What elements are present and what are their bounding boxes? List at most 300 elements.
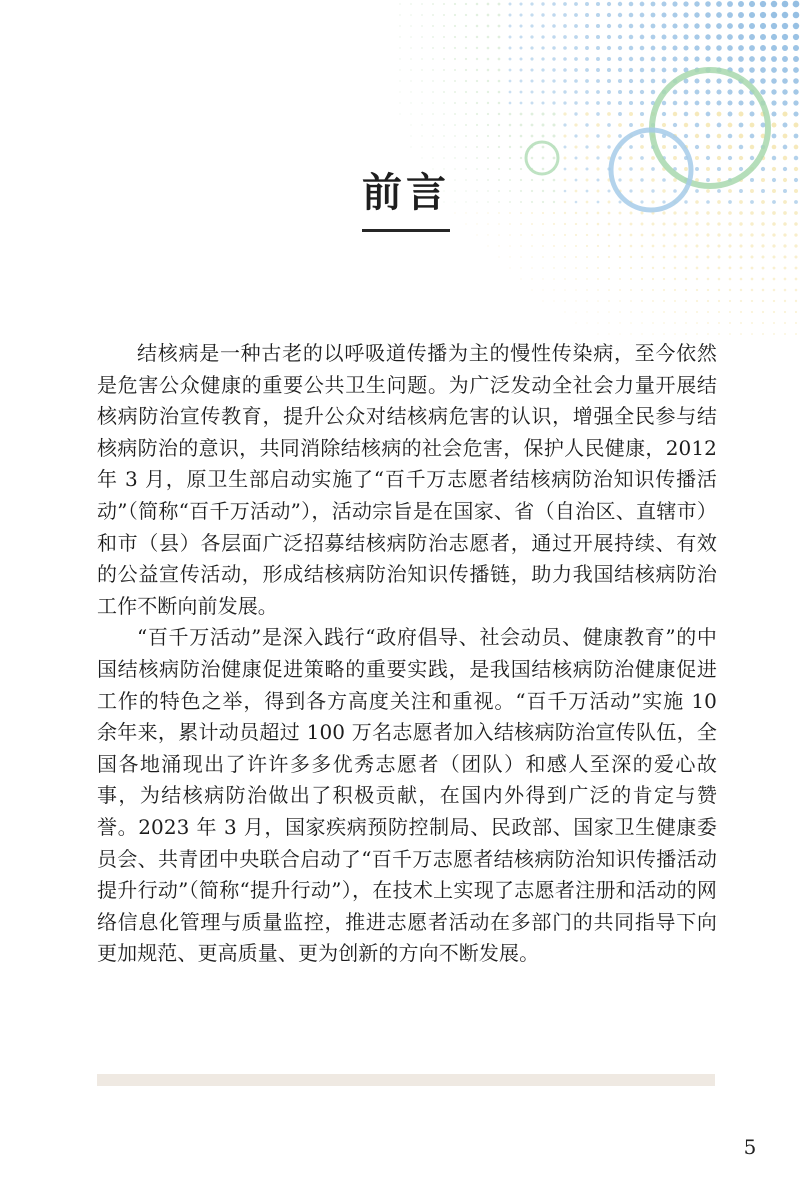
halftone-dot	[541, 13, 544, 16]
halftone-dot	[531, 289, 532, 290]
halftone-dot	[782, 89, 787, 94]
halftone-dot	[575, 212, 577, 214]
halftone-dot	[564, 256, 566, 258]
halftone-dot	[498, 80, 501, 83]
halftone-dot	[740, 256, 743, 259]
halftone-dot	[509, 256, 510, 257]
halftone-dot	[509, 58, 512, 61]
halftone-dot	[630, 311, 632, 313]
halftone-dot	[443, 14, 445, 16]
halftone-dot	[596, 57, 600, 61]
halftone-dot	[509, 157, 511, 159]
halftone-dot	[728, 189, 732, 193]
halftone-dot	[751, 267, 754, 270]
halftone-dot	[564, 278, 566, 280]
halftone-dot	[476, 157, 478, 159]
halftone-dot	[630, 256, 632, 258]
halftone-dot	[773, 278, 776, 281]
halftone-dot	[640, 134, 644, 138]
halftone-dot	[749, 23, 755, 29]
halftone-dot	[608, 300, 610, 302]
halftone-dot	[476, 91, 478, 93]
halftone-dot	[718, 289, 720, 291]
halftone-dot	[618, 112, 622, 116]
halftone-dot	[443, 91, 445, 93]
halftone-dot	[443, 58, 445, 60]
halftone-dot	[487, 124, 489, 126]
halftone-dot	[728, 167, 732, 171]
halftone-dot	[509, 168, 511, 170]
halftone-dot	[596, 90, 600, 94]
halftone-dot	[662, 200, 665, 203]
halftone-dot	[608, 212, 611, 215]
halftone-dot	[607, 101, 611, 105]
halftone-dot	[619, 333, 620, 334]
halftone-dot	[717, 101, 722, 106]
halftone-dot	[520, 245, 522, 247]
halftone-dot	[684, 211, 687, 214]
halftone-dot	[542, 124, 545, 127]
halftone-dot	[498, 3, 501, 6]
halftone-dot	[640, 123, 644, 127]
halftone-dot	[727, 34, 733, 40]
halftone-dot	[509, 245, 511, 247]
halftone-dot	[738, 67, 744, 73]
halftone-dot	[706, 134, 710, 138]
halftone-dot	[574, 68, 578, 72]
halftone-dot	[727, 56, 733, 62]
halftone-dot	[487, 102, 489, 104]
halftone-dot	[607, 189, 610, 192]
halftone-dot	[542, 245, 544, 247]
halftone-dot	[585, 90, 589, 94]
halftone-dot	[608, 333, 609, 334]
halftone-dot	[760, 56, 766, 62]
halftone-dot	[618, 101, 622, 105]
halftone-dot	[574, 134, 577, 137]
halftone-dot	[683, 12, 688, 17]
halftone-dot	[784, 311, 786, 313]
halftone-dot	[652, 322, 654, 324]
halftone-dot	[727, 1, 733, 7]
halftone-dot	[662, 101, 666, 105]
halftone-dot	[597, 267, 599, 269]
halftone-dot	[762, 267, 765, 270]
halftone-dot	[542, 278, 543, 279]
halftone-dot	[586, 322, 587, 323]
halftone-dot	[476, 223, 477, 224]
halftone-dot	[674, 267, 677, 270]
halftone-dot	[662, 68, 667, 73]
halftone-dot	[772, 211, 776, 215]
halftone-dot	[738, 12, 744, 18]
halftone-dot	[476, 3, 479, 6]
halftone-dot	[509, 25, 512, 28]
halftone-dot	[553, 245, 555, 247]
halftone-dot	[716, 89, 721, 94]
halftone-dot	[782, 1, 789, 8]
halftone-dot	[629, 145, 633, 149]
halftone-dot	[783, 167, 787, 171]
halftone-dot	[575, 234, 577, 236]
halftone-dot	[641, 311, 643, 313]
halftone-dot	[597, 256, 599, 258]
paragraph-1: 结核病是一种古老的以呼吸道传播为主的慢性传染病，至今依然是危害公众健康的重要公共卫生问题。为广泛发动全社会力量开展结核病防治宣传教育，提升公众对结核病危害的认识，增强全民参与结核病防治的意识，共同消除结核病的社会危害，保护人民健康，2012 年 3 月，原卫生部启动实施了“百千万志愿者结核病防治知识传播活动”（简称“百千万活动”），活动宗旨是在国家、省（自治区、直辖市）和市（县）各层面广泛招募结核病防治志愿者，通过开展持续、有效的公益宣传活动，形成结核病防治知识传播链，助力我国结核病防治工作不断向前发展。	[97, 341, 717, 618]
halftone-dot	[651, 156, 655, 160]
halftone-dot	[685, 256, 688, 259]
halftone-dot	[706, 189, 710, 193]
halftone-dot	[674, 245, 677, 248]
halftone-dot	[782, 12, 789, 19]
halftone-dot	[706, 145, 710, 149]
halftone-dot	[794, 167, 798, 171]
halftone-dot	[542, 234, 544, 236]
halftone-dot	[640, 2, 645, 7]
halftone-dot	[662, 35, 667, 40]
halftone-dot	[739, 222, 742, 225]
halftone-dot	[782, 45, 788, 51]
halftone-dot	[465, 135, 467, 137]
halftone-dot	[618, 13, 622, 17]
halftone-dot	[695, 90, 700, 95]
halftone-dot	[520, 69, 523, 72]
halftone-dot	[629, 79, 633, 83]
halftone-dot	[629, 46, 633, 50]
halftone-dot	[432, 157, 433, 158]
halftone-dot	[564, 311, 565, 312]
halftone-dot	[530, 2, 533, 5]
halftone-dot	[662, 46, 667, 51]
halftone-dot	[520, 212, 522, 214]
halftone-dot	[520, 102, 523, 105]
halftone-dot	[706, 90, 711, 95]
halftone-dot	[487, 80, 489, 82]
halftone-dot	[749, 34, 755, 40]
halftone-dot	[696, 245, 699, 248]
halftone-dot	[794, 255, 797, 258]
halftone-dot	[607, 123, 611, 127]
halftone-dot	[476, 80, 478, 82]
halftone-dot	[629, 57, 633, 61]
halftone-dot	[465, 47, 467, 49]
halftone-dot	[760, 45, 766, 51]
halftone-dot	[530, 35, 533, 38]
halftone-dot	[794, 211, 798, 215]
halftone-dot	[574, 90, 578, 94]
halftone-dot	[575, 223, 577, 225]
halftone-dot	[618, 2, 622, 6]
halftone-dot	[630, 223, 633, 226]
halftone-dot	[531, 223, 533, 225]
halftone-dot	[498, 256, 499, 257]
halftone-dot	[728, 112, 733, 117]
halftone-dot	[739, 200, 743, 204]
halftone-dot	[553, 212, 555, 214]
halftone-dot	[652, 289, 654, 291]
halftone-dot	[552, 123, 555, 126]
halftone-dot	[794, 178, 798, 182]
halftone-dot	[487, 146, 489, 148]
halftone-dot	[696, 322, 698, 324]
halftone-dot	[717, 244, 720, 247]
halftone-dot	[662, 222, 665, 225]
halftone-dot	[552, 112, 555, 115]
halftone-dot	[531, 179, 533, 181]
halftone-dot	[597, 223, 600, 226]
halftone-dot	[651, 13, 656, 18]
halftone-dot	[706, 200, 710, 204]
halftone-dot	[542, 300, 543, 301]
halftone-dot	[783, 200, 787, 204]
halftone-dot	[585, 112, 589, 116]
halftone-dot	[520, 278, 521, 279]
halftone-dot	[673, 68, 678, 73]
halftone-dot	[531, 245, 533, 247]
halftone-dot	[782, 100, 787, 105]
halftone-dot	[585, 167, 588, 170]
halftone-dot	[683, 23, 688, 28]
halftone-dot	[695, 167, 699, 171]
halftone-dot	[706, 156, 710, 160]
halftone-dot	[487, 91, 489, 93]
halftone-dot	[618, 90, 622, 94]
halftone-dot	[476, 58, 478, 60]
halftone-dot	[683, 1, 688, 6]
halftone-dot	[750, 112, 755, 117]
halftone-dot	[465, 190, 467, 192]
halftone-dot	[640, 13, 645, 18]
halftone-dot	[552, 101, 555, 104]
halftone-dot	[476, 36, 478, 38]
halftone-dot	[597, 212, 600, 215]
halftone-dot	[750, 123, 755, 128]
halftone-dot	[542, 289, 543, 290]
halftone-dot	[552, 68, 555, 71]
halftone-dot	[707, 289, 709, 291]
halftone-dot	[640, 35, 645, 40]
halftone-dot	[673, 156, 677, 160]
halftone-dot	[454, 135, 456, 137]
preface-body	[97, 338, 717, 970]
halftone-dot	[696, 278, 698, 280]
halftone-dot	[717, 178, 721, 182]
halftone-dot	[454, 36, 456, 38]
halftone-dot	[421, 69, 423, 71]
halftone-dot	[410, 69, 412, 71]
halftone-dot	[729, 267, 732, 270]
halftone-dot	[585, 156, 588, 159]
halftone-dot	[673, 90, 678, 95]
halftone-dot	[795, 333, 797, 335]
halftone-dot	[761, 211, 765, 215]
halftone-dot	[684, 200, 687, 203]
halftone-dot	[563, 2, 567, 6]
halftone-dot	[749, 56, 755, 62]
halftone-dot	[783, 211, 787, 215]
halftone-dot	[739, 145, 744, 150]
halftone-dot	[771, 1, 777, 7]
halftone-dot	[564, 168, 567, 171]
halftone-dot	[793, 12, 800, 19]
halftone-dot	[772, 189, 776, 193]
halftone-dot	[563, 101, 566, 104]
halftone-dot	[728, 123, 733, 128]
halftone-dot	[630, 212, 633, 215]
halftone-dot	[596, 145, 599, 148]
halftone-dot	[772, 167, 776, 171]
halftone-dot	[652, 278, 654, 280]
halftone-dot	[728, 156, 732, 160]
halftone-dot	[740, 333, 742, 335]
halftone-dot	[750, 145, 755, 150]
halftone-dot	[684, 167, 688, 171]
halftone-dot	[727, 23, 733, 29]
halftone-dot	[685, 289, 687, 291]
halftone-dot	[487, 245, 488, 246]
halftone-dot	[694, 56, 699, 61]
halftone-dot	[740, 300, 742, 302]
halftone-dot	[399, 36, 400, 37]
halftone-dot	[750, 178, 754, 182]
halftone-dot	[476, 201, 478, 203]
halftone-dot	[541, 90, 544, 93]
halftone-dot	[421, 80, 423, 82]
halftone-dot	[629, 178, 632, 181]
halftone-dot	[695, 200, 699, 204]
halftone-dot	[410, 113, 411, 114]
halftone-dot	[597, 190, 600, 193]
halftone-dot	[454, 113, 456, 115]
halftone-dot	[520, 157, 522, 159]
halftone-dot	[575, 201, 578, 204]
halftone-dot	[552, 13, 556, 17]
halftone-dot	[541, 24, 544, 27]
halftone-dot	[531, 91, 534, 94]
halftone-dot	[487, 135, 489, 137]
halftone-dot	[596, 35, 600, 39]
halftone-dot	[443, 102, 445, 104]
halftone-dot	[498, 234, 500, 236]
halftone-dot	[640, 178, 643, 181]
halftone-dot	[640, 167, 644, 171]
halftone-dot	[454, 157, 456, 159]
halftone-dot	[673, 101, 678, 106]
halftone-dot	[476, 135, 478, 137]
halftone-dot	[662, 112, 666, 116]
halftone-dot	[663, 322, 665, 324]
halftone-dot	[761, 233, 764, 236]
halftone-dot	[619, 300, 621, 302]
halftone-dot	[695, 101, 700, 106]
halftone-dot	[443, 47, 445, 49]
halftone-dot	[541, 101, 544, 104]
halftone-dot	[399, 102, 400, 103]
halftone-dot	[696, 300, 698, 302]
halftone-dot	[574, 24, 578, 28]
halftone-dot	[487, 113, 489, 115]
halftone-dot	[695, 233, 698, 236]
halftone-dot	[793, 56, 799, 62]
halftone-dot	[410, 102, 411, 103]
halftone-dot	[487, 14, 490, 17]
halftone-dot	[652, 256, 655, 259]
halftone-dot	[771, 23, 777, 29]
halftone-dot	[739, 167, 743, 171]
halftone-dot	[750, 189, 754, 193]
halftone-dot	[607, 57, 611, 61]
halftone-dot	[738, 34, 744, 40]
halftone-dot	[760, 12, 766, 18]
halftone-dot	[784, 300, 786, 302]
halftone-dot	[553, 289, 554, 290]
halftone-dot	[793, 100, 798, 105]
halftone-dot	[771, 67, 777, 73]
halftone-dot	[608, 289, 610, 291]
halftone-dot	[509, 179, 511, 181]
halftone-dot	[740, 322, 742, 324]
halftone-dot	[663, 333, 665, 335]
halftone-dot	[575, 267, 577, 269]
halftone-dot	[793, 1, 800, 8]
halftone-dot	[585, 35, 589, 39]
halftone-dot	[793, 89, 798, 94]
halftone-dot	[575, 278, 577, 280]
halftone-dot	[794, 200, 798, 204]
halftone-dot	[619, 278, 621, 280]
halftone-dot	[421, 146, 422, 147]
halftone-dot	[574, 101, 577, 104]
halftone-dot	[782, 111, 787, 116]
halftone-dot	[672, 1, 677, 6]
halftone-dot	[674, 322, 676, 324]
halftone-dot	[399, 113, 400, 114]
halftone-dot	[739, 244, 742, 247]
halftone-dot	[465, 69, 467, 71]
halftone-dot	[585, 134, 588, 137]
halftone-dot	[553, 157, 556, 160]
halftone-dot	[738, 1, 744, 7]
halftone-dot	[717, 189, 721, 193]
halftone-dot	[596, 123, 600, 127]
halftone-dot	[520, 179, 522, 181]
halftone-dot	[421, 36, 423, 38]
halftone-dot	[705, 78, 710, 83]
halftone-dot	[761, 167, 765, 171]
halftone-dot	[498, 135, 500, 137]
halftone-dot	[553, 223, 555, 225]
halftone-dot	[629, 13, 634, 18]
halftone-dot	[705, 56, 710, 61]
halftone-dot	[683, 45, 688, 50]
halftone-dot	[509, 124, 512, 127]
halftone-dot	[487, 47, 490, 50]
halftone-dot	[607, 145, 610, 148]
halftone-dot	[575, 179, 578, 182]
halftone-dot	[541, 57, 544, 60]
halftone-dot	[553, 256, 555, 258]
halftone-dot	[596, 79, 600, 83]
halftone-dot	[672, 34, 677, 39]
halftone-dot	[542, 267, 544, 269]
large-green-ring	[652, 70, 768, 186]
halftone-dot	[607, 35, 611, 39]
halftone-dot	[607, 68, 611, 72]
halftone-dot	[760, 67, 766, 73]
halftone-dot	[520, 190, 522, 192]
halftone-dot	[740, 289, 742, 291]
halftone-dot	[640, 24, 645, 29]
halftone-dot	[783, 255, 786, 258]
